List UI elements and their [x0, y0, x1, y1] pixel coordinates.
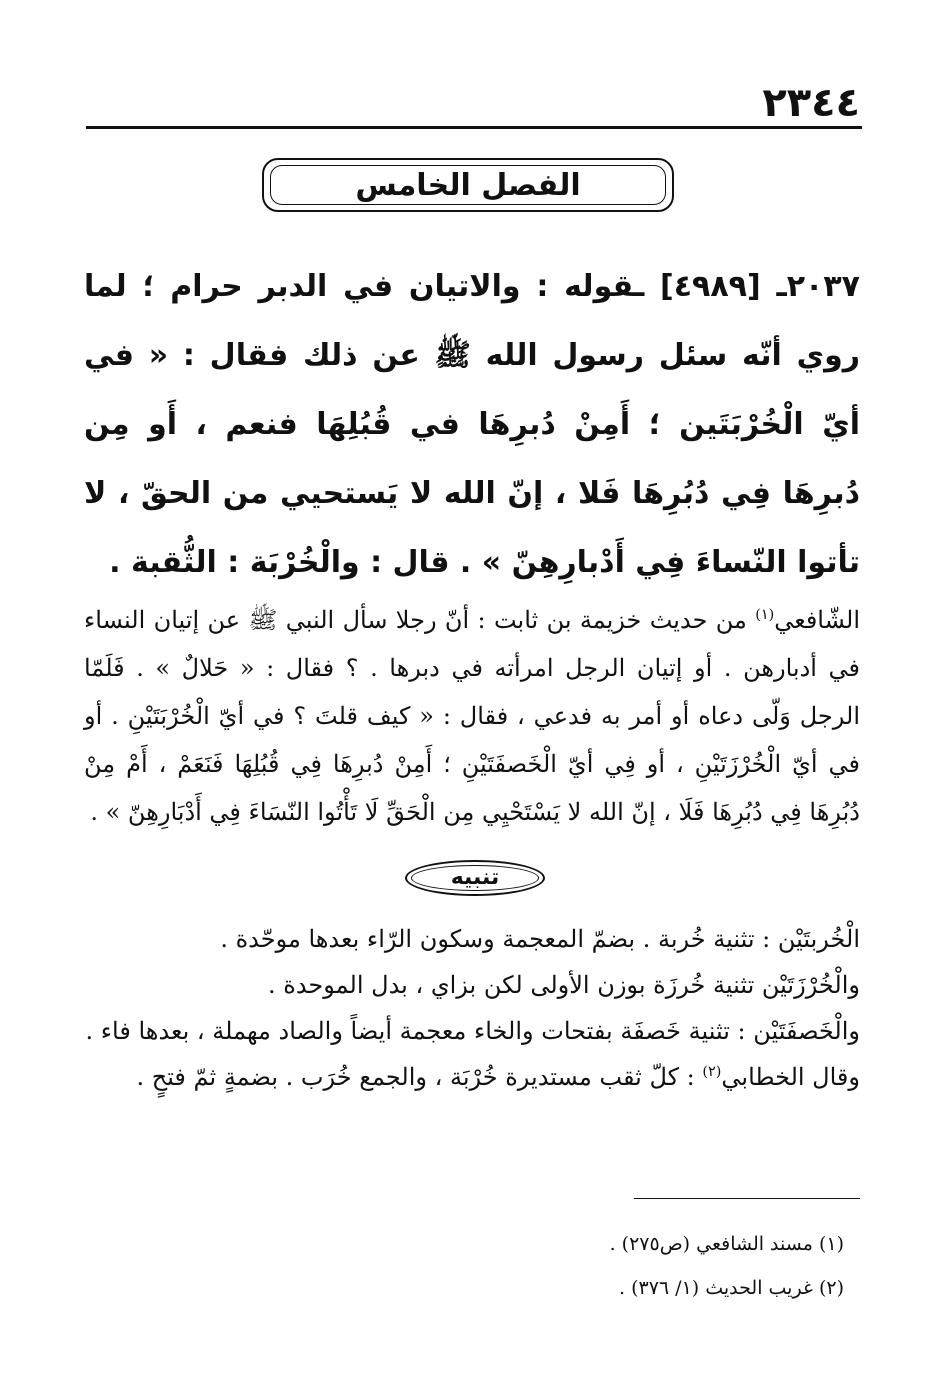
footnotes [90, 1222, 844, 1310]
footnote-2 [90, 1266, 844, 1310]
note-4-body: : كلّ ثقب مستديرة خُرْبَة ، والجمع خُرَب . بضمةٍ ثمّ فتحٍ . [136, 1063, 703, 1091]
note-paragraph-2: والْخُرْزَتَيْن تثنية خُرزَة بوزن الأولى لكن بزاي ، بدل الموحدة . [267, 971, 860, 999]
tanbih-heading-badge [405, 860, 545, 896]
page-number: ٢٣٤٤ [762, 80, 860, 126]
entry-number: ٢٠٣٧ـ [٤٩٨٩] ـ [633, 269, 860, 304]
main-text-body: قوله : والاتيان في الدبر حرام ؛ لما روي أنّه سئل رسول الله ﷺ عن ذلك فقال : « في أيّ الْخُرْبَتَين ؛ أَمِنْ دُبرِهَا في قُبُلِهَا فنعم ، أَو مِن دُبرِهَا فِي دُبُرِهَا فَلا ، إنّ الله لا يَستحيي من الحقّ ، لا تأتوا النّساءَ فِي أَدْبارِهِنّ » . قال : والْخُرْبَة : الثُّقبة . [84, 269, 860, 580]
commentary-paragraph [84, 596, 860, 836]
note-paragraph-4 [84, 1054, 860, 1100]
main-text [84, 252, 860, 597]
note-paragraph-1: الْخُربتَيْن : تثنية خُربة . بضمّ المعجمة وسكون الرّاء بعدها موحّدة . [220, 925, 860, 953]
footnote-1 [90, 1222, 844, 1266]
commentary-lead: الشّافعي [774, 606, 860, 634]
footnote-ref-1[interactable]: (١) [755, 607, 775, 623]
tanbih-notes [84, 916, 860, 1100]
tanbih-heading-wrap [0, 860, 950, 896]
footnote-ref-2[interactable]: (٢) [702, 1064, 722, 1080]
footnote-2-marker: (٢) [818, 1277, 844, 1299]
chapter-heading-box [262, 158, 674, 212]
footnote-separator [634, 1198, 860, 1199]
chapter-title: الفصل الخامس [355, 168, 581, 203]
commentary-body: من حديث خزيمة بن ثابت : أنّ رجلا سأل النبي ﷺ عن إتيان النساء في أدبارهن . أو إتيان الرجل امرأته في دبرها . ؟ فقال : « حَلالٌ » . فَلَمّا الرجل وَلّى دعاه أو أمر به فدعي ، فقال : « كيف قلتَ ؟ في أيّ الْخُرْبَتَيْنِ . أو في أيّ الْخُرْزَتَيْنِ ، أو فِي أيّ الْخَصفَتَيْنِ ؛ أَمِنْ دُبرِهَا فِي قُبُلِهَا فَنَعَمْ ، أَمْ مِنْ دُبُرِهَا فِي دُبُرِهَا فَلَا ، إنّ الله لا يَسْتَحْيِي مِن الْحَقِّ لَا تَأْتُوا النّسَاءَ فِي أَدْبَارِهِنّ » . [84, 606, 860, 826]
footnote-1-marker: (١) [818, 1233, 844, 1255]
footnote-1-text: مسند الشافعي (ص٢٧٥) . [609, 1233, 813, 1255]
header-rule [86, 126, 862, 129]
footnote-2-text: غريب الحديث (١/ ٣٧٦) . [618, 1277, 813, 1299]
tanbih-label: تنبيه [450, 865, 500, 890]
note-paragraph-3: والْخَصفَتَيْن : تثنية خَصفَة بفتحات والخاء معجمة أيضاً والصاد مهملة ، بعدها فاء . [85, 1017, 860, 1045]
note-4-lead: وقال الخطابي [721, 1063, 860, 1091]
